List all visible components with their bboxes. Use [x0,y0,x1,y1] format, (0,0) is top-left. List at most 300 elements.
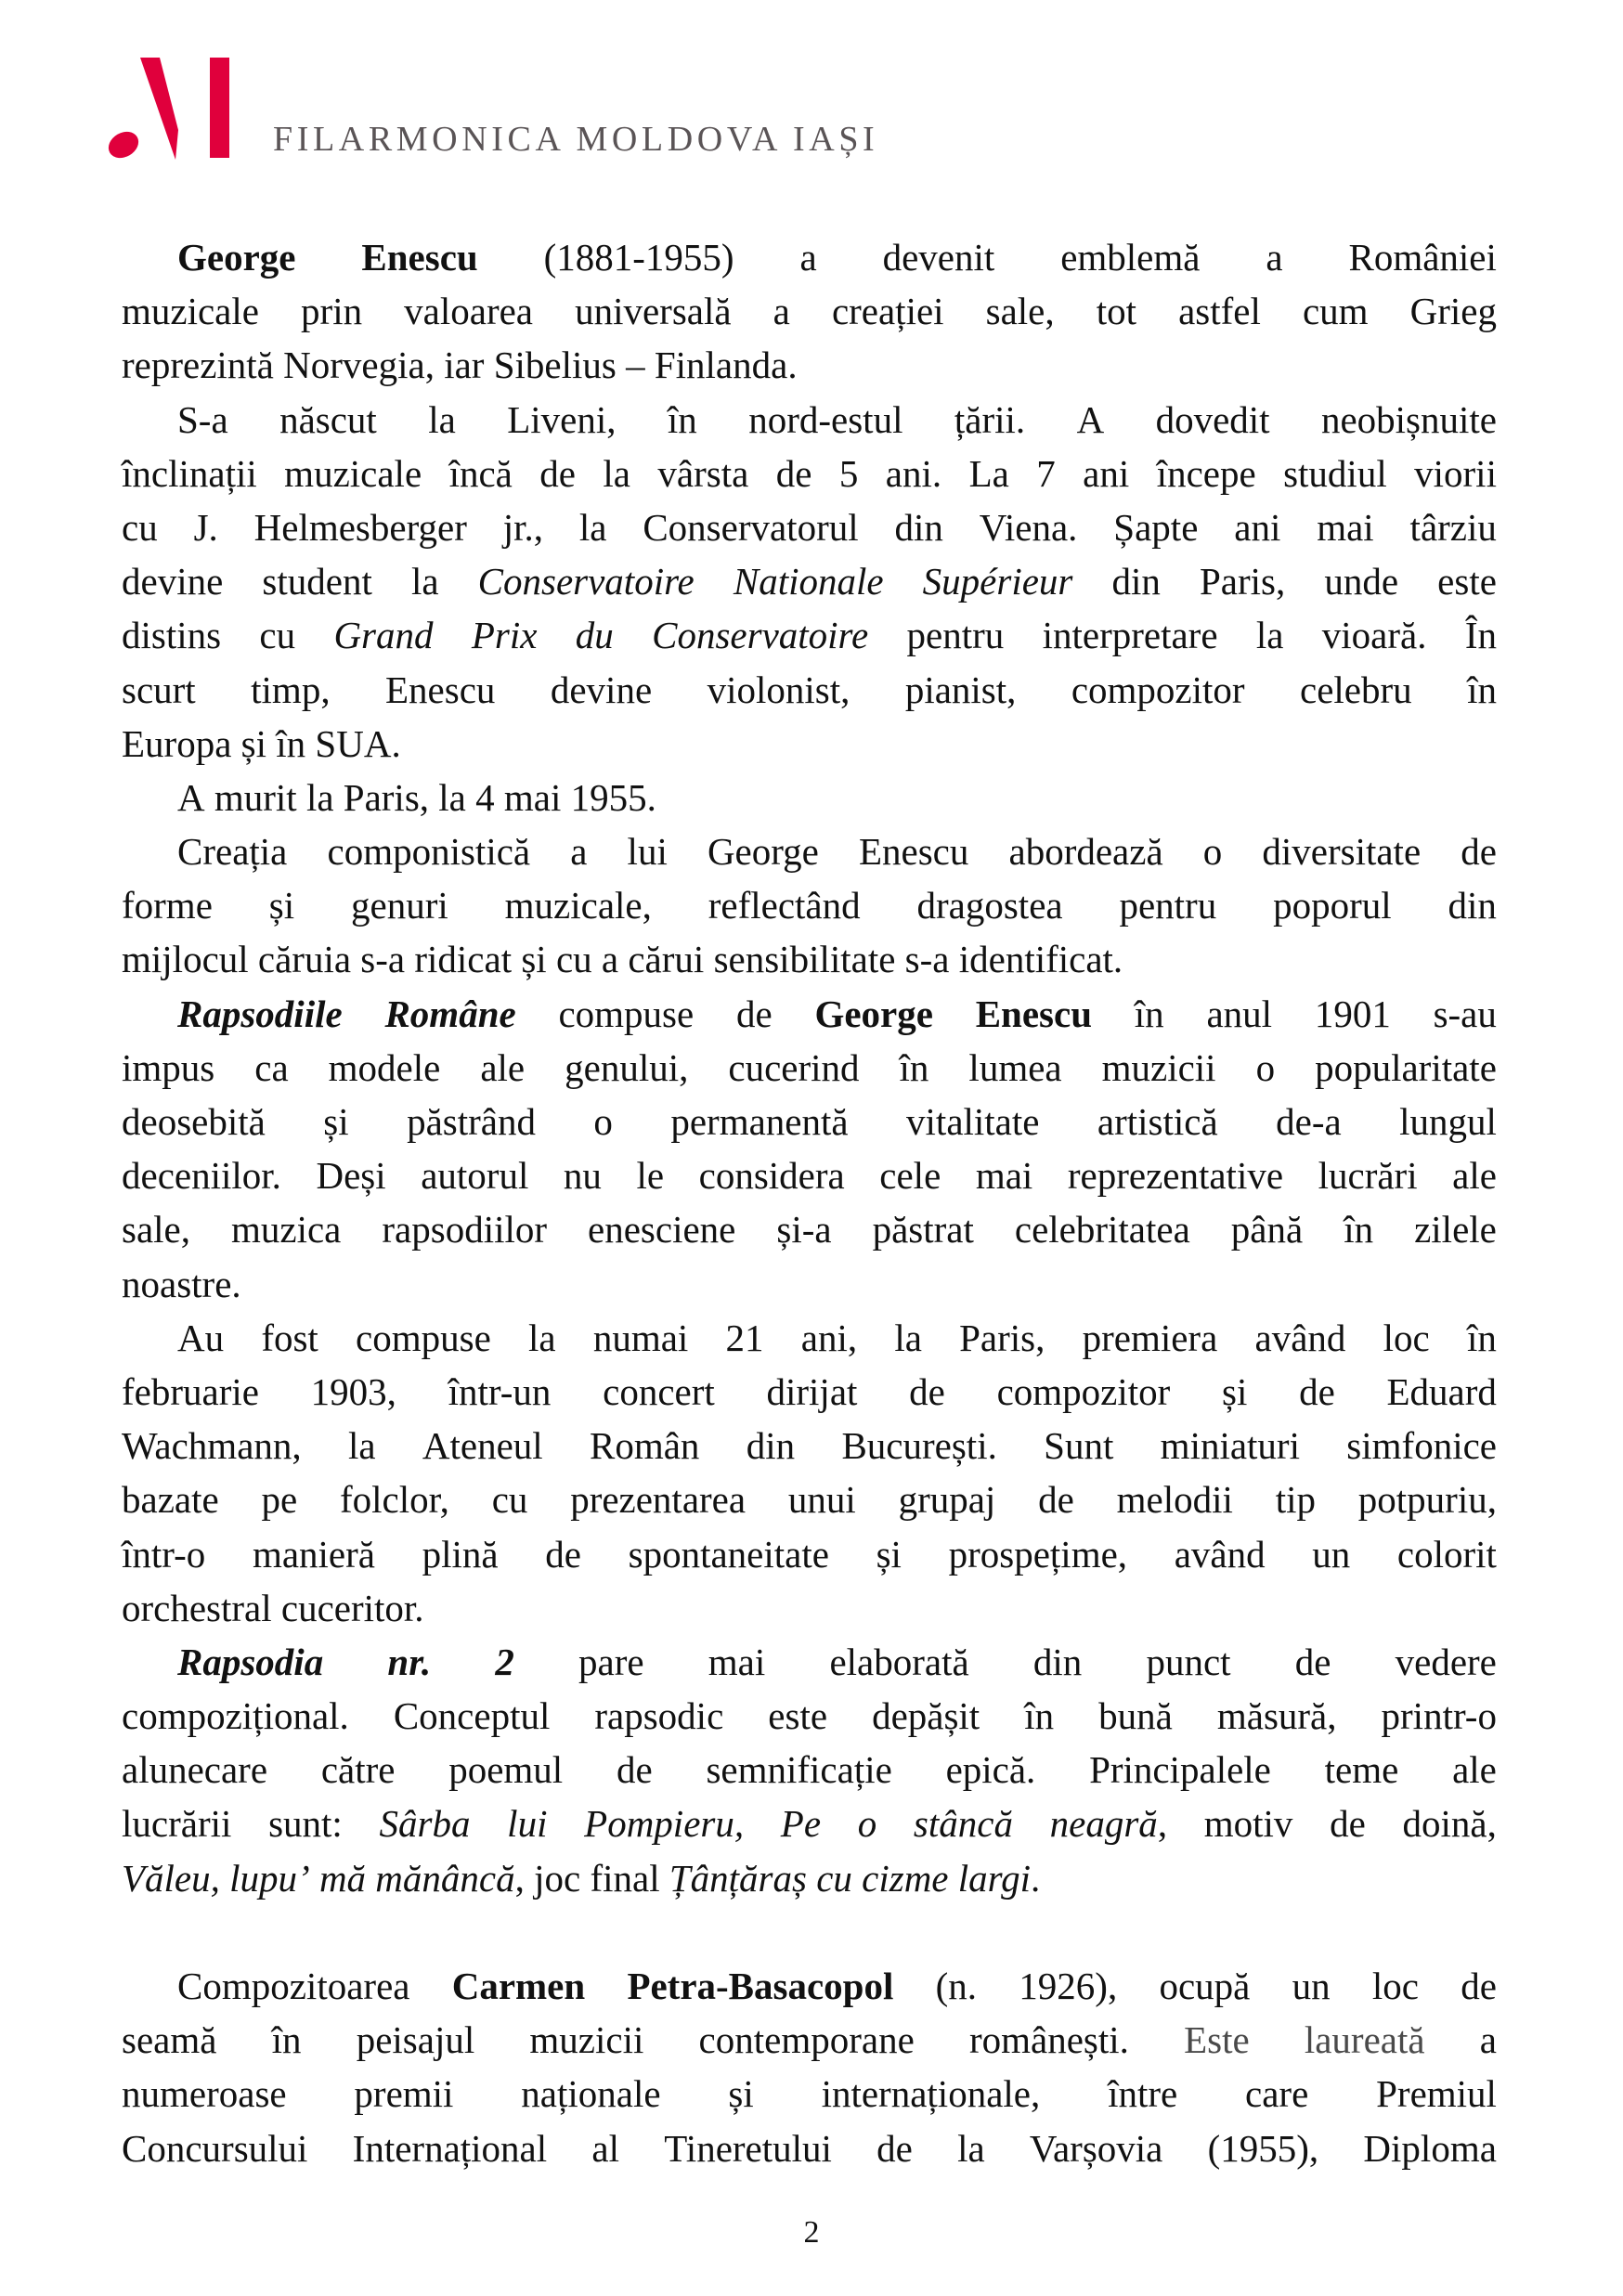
text-run: jr., [502,505,544,549]
text-run: vârsta [657,451,749,495]
logo-diagonal-stroke [140,58,178,160]
text-run: (n. [935,1965,978,2007]
word [122,447,257,500]
text-run: sale, [985,290,1055,333]
word [1448,878,1497,932]
text-run: reflectând [708,884,861,927]
text-run: în [1134,992,1164,1035]
text-run: a [799,236,817,279]
word [862,1851,948,1905]
text-run: București. [841,1424,997,1468]
text-run: genului, [565,1045,689,1089]
italic-text: largi [957,1856,1031,1900]
text-run: loc [1383,1316,1430,1359]
word [494,338,617,392]
word [505,878,652,932]
text-line [122,987,1497,1041]
word [575,284,731,338]
text-run: pentru [1119,884,1217,927]
word [1083,1311,1218,1365]
text-run: premii [354,2072,454,2116]
text-line [122,554,1497,608]
document-body [122,230,1497,2175]
word [946,1743,1036,1797]
text-run: ca [254,1045,289,1089]
text-run: rapsodiilor [382,1208,548,1252]
word [452,1959,585,2013]
text-line [122,338,1497,392]
word [1009,824,1163,878]
text-line [122,2067,1497,2121]
word [1071,663,1245,717]
word [241,717,266,771]
word [1024,1689,1054,1743]
word [385,663,495,717]
text-run: abordează [1008,830,1163,874]
text-run: cărui [628,938,705,981]
word [776,1202,831,1256]
word [1050,1797,1167,1850]
word [351,878,448,932]
word [726,1311,764,1365]
word [122,1527,205,1581]
text-run: la [528,1316,556,1359]
text-run: prezentarea [570,1478,747,1522]
word [521,932,546,986]
word [768,1689,827,1743]
word [1299,1365,1335,1419]
word [1135,987,1164,1041]
text-run: identificat. [958,938,1123,981]
word [894,1311,922,1365]
word [1231,1202,1303,1256]
text-run: colorit [1396,1532,1497,1576]
text-run: elaborată [829,1640,969,1683]
text-run: Liveni, [507,397,617,441]
text-line [122,1041,1497,1095]
paragraph [122,393,1497,771]
word [177,1635,323,1689]
text-run: seamă [122,2018,217,2062]
word [629,1527,829,1581]
text-run: forme [122,884,213,927]
text-line [122,608,1497,662]
bold-text: 2 [495,1640,514,1683]
text-run: orchestral [122,1586,272,1629]
word [316,1148,385,1202]
text-run: semnificație [706,1748,892,1792]
text-run: (1955), [1207,2126,1319,2170]
text-line [122,1095,1497,1148]
italic-text: mă [318,1856,367,1900]
text-run: Enescu [858,830,969,874]
text-run: genuri [351,884,448,927]
text-run: Wachmann, [122,1424,302,1468]
text-run: poporul [1273,884,1392,927]
text-run: României [1348,236,1497,279]
word [321,1743,396,1797]
text-run: muzicale, [504,884,652,927]
text-run: a [1266,236,1283,279]
blank-line [122,1905,1497,1959]
text-run: iar [444,344,485,387]
text-line [122,284,1497,338]
text-run: popularitate [1315,1045,1497,1089]
word [628,824,668,878]
text-line [122,500,1497,554]
text-run: , [1157,1802,1168,1846]
text-run: și [728,2072,754,2116]
text-run: interpretare [1042,614,1218,657]
word [1089,1743,1271,1797]
word [1077,393,1105,447]
word [122,1743,267,1797]
text-run: din [746,1424,796,1468]
word [122,932,249,986]
text-run: loc [1371,1965,1419,2007]
italic-text: Văleu, [122,1856,220,1900]
word [900,1041,929,1095]
text-run: Sunt [1044,1424,1114,1468]
text-line [122,230,1497,284]
text-run: autorul [421,1154,529,1198]
text-run: și [240,721,267,765]
text-run: Helmesberger [253,505,467,549]
text-run: epică. [945,1748,1036,1792]
word [1206,987,1272,1041]
text-run: plină [422,1532,499,1576]
text-run: bazate [122,1478,219,1522]
text-run: componistică [327,830,531,874]
word [969,447,1009,500]
text-run: manieră [252,1532,375,1576]
text-run: murit [214,775,297,819]
word [1437,554,1497,608]
text-run: în [899,1045,929,1089]
word [448,1365,552,1419]
word [528,1311,556,1365]
word [360,932,405,986]
word [816,1851,852,1905]
word [411,554,439,608]
text-run: pare [578,1640,644,1683]
text-run: de [1330,1802,1366,1846]
text-run: mai [503,775,562,819]
text-run: bună [1098,1694,1173,1738]
text-run: noastre. [122,1262,241,1305]
italic-text: neagră [1049,1802,1158,1846]
text-run: Diploma [1363,2126,1497,2170]
word [593,1095,613,1148]
word [1146,1635,1230,1689]
text-run: s-a [360,938,406,981]
text-run: cu [491,1478,528,1522]
text-run: Conceptul [393,1694,551,1738]
italic-text: Pompieru, [584,1802,745,1846]
text-run: cum [1302,290,1369,333]
text-run: în [276,721,306,765]
word [734,554,884,608]
text-run: artistică [1097,1100,1218,1143]
word [1358,1472,1497,1526]
text-run: – [626,344,645,387]
text-line [122,2121,1497,2175]
word [728,1041,859,1095]
word [1387,1365,1497,1419]
text-run: Paris, [959,1316,1045,1359]
word [594,1689,723,1743]
text-run: înclinații [122,451,257,495]
text-line [122,1202,1497,1256]
word [1292,1959,1331,2013]
text-run: la [428,397,456,441]
text-run: dragostea [916,884,1063,927]
word [1396,1635,1497,1689]
text-run: compuse [356,1316,491,1359]
word [584,1797,744,1850]
word [251,663,330,717]
word [1321,393,1497,447]
text-run: și-a [776,1208,832,1252]
word [883,230,995,284]
word [747,1419,795,1472]
word [1276,1095,1342,1148]
text-run: simfonice [1346,1424,1497,1468]
bold-text: Petra-Basacopol [627,1965,894,2007]
text-run: ocupă [1159,1965,1251,2007]
text-run: devenit [882,236,995,279]
text-run: mijlocul [122,938,249,981]
italic-text: Conservatoire [477,560,695,603]
word [122,1689,349,1743]
text-run: numai [592,1316,689,1359]
text-run: o [1202,830,1223,874]
text-run: în [667,397,697,441]
word [122,284,259,338]
word [122,500,158,554]
text-run: al [591,2126,619,2170]
text-run: muzicale [284,451,422,495]
word [329,1041,441,1095]
bold-text: Enescu [975,992,1093,1035]
text-run: prin [301,290,363,333]
word [1200,554,1285,608]
word [579,500,607,554]
word [521,2067,660,2121]
text-run: născut [279,397,377,441]
text-run: sensibilitate [713,938,896,981]
word [556,932,592,986]
word [1317,500,1373,554]
word [909,1365,945,1419]
word [340,1472,449,1526]
word [822,2067,1041,2121]
word [907,608,1005,662]
bold-text: Române [384,992,516,1035]
text-run: Concursului [122,2126,308,2170]
word [122,1581,272,1635]
word [177,230,295,284]
text-run: Tineretului [664,2126,832,2170]
word [261,1472,297,1526]
word [708,878,861,932]
text-line [122,1797,1497,1850]
word [980,500,1078,554]
text-run: timp, [251,668,331,711]
text-run: din [1032,1640,1083,1683]
word [590,1851,659,1905]
text-run: motiv [1203,1802,1293,1846]
bold-text: Rapsodiile [177,992,343,1035]
bold-text: Rapsodia [177,1640,324,1683]
text-run: nord-estul [748,397,903,441]
word [1303,284,1369,338]
text-run: până [1230,1208,1304,1252]
italic-text: Grand [333,614,434,657]
word [551,663,652,717]
text-line [122,663,1497,717]
word [306,771,334,824]
text-run: studiul [1283,451,1387,495]
italic-text: Țânțăraș [669,1856,807,1900]
text-run: a [570,830,588,874]
word [1348,230,1496,284]
word [387,1635,431,1689]
word [1376,2067,1497,2121]
word [1403,1797,1497,1850]
text-run: compozitor [996,1369,1171,1413]
text-run: zilele [1414,1208,1497,1252]
text-run: . [1030,1856,1041,1900]
word [1175,1527,1266,1581]
text-run: la [347,1424,376,1468]
text-run: într-o [122,1532,206,1576]
text-run: cuceritor. [280,1586,424,1629]
text-run: în [1344,1208,1374,1252]
word [873,1202,974,1256]
word [356,1311,491,1365]
word [832,284,944,338]
word [578,1635,644,1689]
text-run: de [1294,1640,1331,1683]
word [914,1797,1013,1850]
italic-text: Supérieur [922,560,1073,603]
text-run: Europa [122,721,232,765]
word [1480,2013,1497,2067]
text-line [122,932,1497,986]
word [269,878,294,932]
text-run: sunt: [268,1802,343,1846]
word [976,1148,1032,1202]
text-run: internaționale, [821,2072,1041,2116]
word [799,230,816,284]
italic-text: mănâncă [375,1856,515,1900]
word [1245,2067,1308,2121]
paragraph [122,1635,1497,1905]
logo-dot [106,126,143,160]
text-run: cucerind [728,1045,860,1089]
word [708,663,850,717]
text-run: A [1076,397,1105,441]
word [258,932,351,986]
text-run: a [601,938,619,981]
word [284,447,422,500]
word [323,1095,348,1148]
text-run: muzicale [122,290,259,333]
word [1159,1959,1250,2013]
word [748,393,902,447]
text-run: Varșovia [1029,2126,1163,2170]
word [422,1527,499,1581]
bold-text: Carmen [451,1965,586,2007]
word [570,1472,746,1526]
text-run: unde [1324,560,1399,603]
word [301,284,362,338]
text-run: o [593,1100,613,1143]
text-run: de [539,451,576,495]
text-run: măsură, [1216,1694,1337,1738]
word [328,824,531,878]
word [272,2013,302,2067]
text-run: pianist, [904,668,1017,711]
text-line [122,1581,1497,1635]
word [670,1095,848,1148]
logo-vertical-bar [210,58,229,158]
text-run: permanentă [670,1100,849,1143]
word [444,338,484,392]
text-run: numeroase [122,2072,287,2116]
text-run: poemul [448,1748,564,1792]
text-run: punct [1146,1640,1231,1683]
word [894,500,942,554]
italic-text: cu [816,1856,852,1900]
word [1060,230,1200,284]
word [449,447,513,500]
word [283,338,435,392]
word [593,1311,688,1365]
text-run: 1955. [570,775,656,819]
word [1273,878,1392,932]
text-line [122,1743,1497,1797]
word [776,447,812,500]
word [1015,1202,1190,1256]
text-run: și [521,938,547,981]
text-run: sale, [122,1208,190,1252]
text-run: de [1038,1478,1074,1522]
word [788,1472,856,1526]
text-run: și [876,1532,902,1576]
word [1324,554,1398,608]
word [714,932,896,986]
text-run: ale [1452,1748,1497,1792]
word [958,1851,1040,1905]
word [544,230,734,284]
word [122,338,274,392]
bold-text: nr. [387,1640,432,1683]
paragraph [122,1959,1497,2175]
word [858,1797,877,1850]
text-run: Internațional [352,2126,548,2170]
text-run: deceniilor. [122,1154,281,1198]
text-run: cele [879,1154,941,1198]
word [122,1041,214,1095]
word [254,1041,288,1095]
word [657,447,748,500]
text-run: Compozitoarea [177,1965,410,2007]
word [428,393,456,447]
text-run: mai [1317,505,1374,549]
text-run: SUA. [315,721,401,765]
